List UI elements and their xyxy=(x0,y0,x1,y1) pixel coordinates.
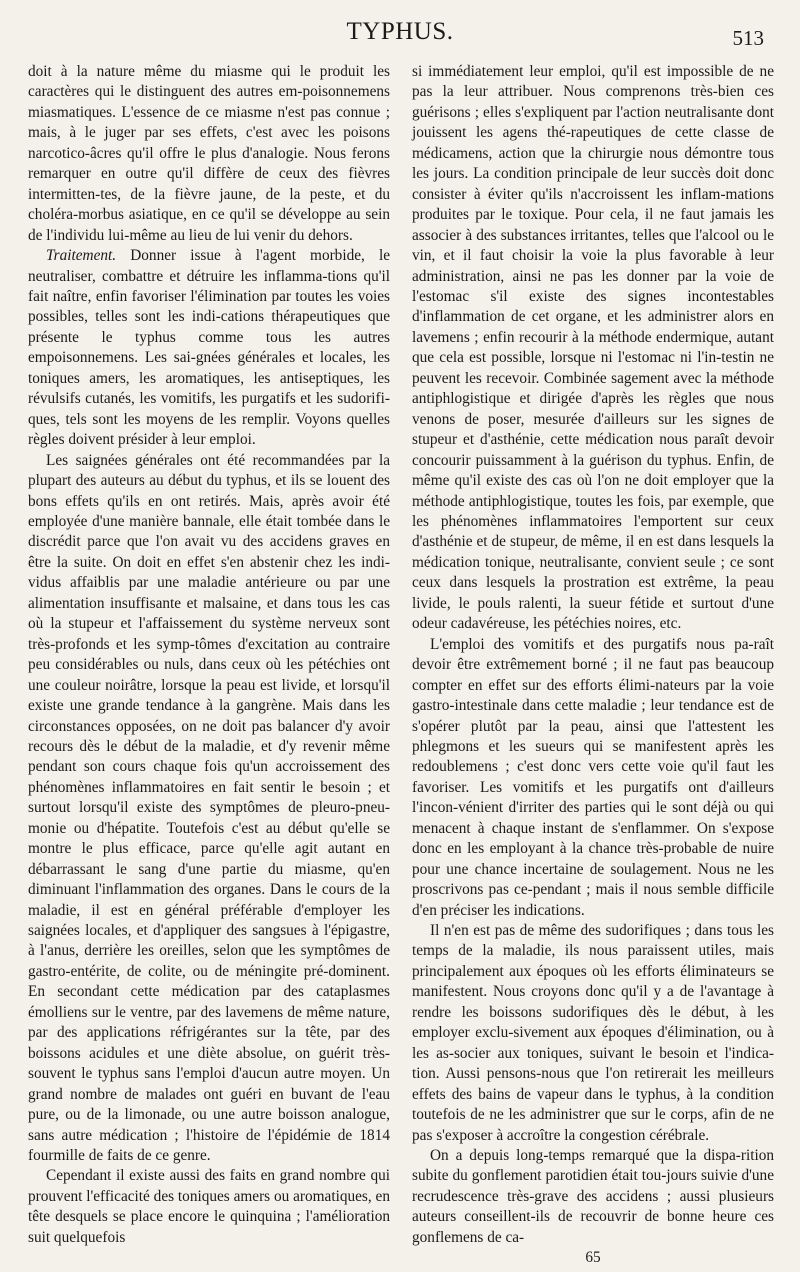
right-column xyxy=(412,62,774,1268)
paragraph: Il n'en est pas de même des sudorifiques ; dans tous les temps de la maladie, ils nous paraissent utiles, mais principalement aux époques où les efforts éliminateurs se manifestent. Nous croyons donc qu'il y a de l'avantage à rendre les boissons sudorifiques dès le début, à les employer exclu-sivement aux époques d'élimination, ou à les as-socier aux toniques, suivant le besoin et l'indica-tion. Aussi pensons-nous que l'on retirerait les meilleurs effets des bains de vapeur dans le typhus, à la condition toutefois de ne les administrer que sur le corps, afin de ne pas s'exposer à accroître la congestion cérébrale. xyxy=(412,922,774,1144)
paragraph: si immédiatement leur emploi, qu'il est impossible de ne pas la leur attribuer. Nous comprenons très-bien ces guérisons ; elles s'expliquent par l'action neutralisante dont jouissent les agens thé-rapeutiques de cette classe de médicamens, action que la chirurgie nous démontre tous les jours. La condition principale de leur succès doit donc consister à éviter qu'ils n'accroissent les inflam-mations produites par le toxique. Pour cela, il ne faut jamais les associer à des substances irritantes, telles que l'alcool ou le vin, et il faut choisir la voie la plus favorable à leur administration, ainsi ne pas les donner par la voie de l'estomac s'il existe des signes incontestables d'inflammation de cet organe, et les administrer alors en lavemens ; enfin recourir à la méthode endermique, autant que cela est possible, lorsque ni l'estomac ni l'in-testin ne peuvent les recevoir. Combinée sagement avec la méthode antiphlogistique et dirigée d'après les règles que nous venons de poser, mesurée d'ailleurs sur les signes de stupeur et d'asthénie, cette médication nous paraît devoir concourir puissamment à la guérison du typhus. Enfin, de même qu'il existe des cas où l'on ne doit employer que la méthode antiphlogistique, toutes les fois, par exemple, que les phénomènes inflammatoires l'emportent sur ceux d'asthénie et de stupeur, de même, il en est dans lesquels la médication tonique, neutralisante, convient seule ; ce sont ceux dans lesquels la prostration est extrême, la peau livide, le pouls ralenti, la sueur fétide et surtout d'une odeur cadavéreuse, les pétéchies noires, etc. xyxy=(412,63,774,633)
page-header xyxy=(28,18,772,58)
left-column xyxy=(28,62,390,1248)
paragraph: Cependant il existe aussi des faits en grand nombre qui prouvent l'efficacité des toniques amers ou aromatiques, en tête desquels se place encore le quinquina ; l'amélioration suit quelquefois xyxy=(28,1167,390,1246)
paragraph-text: Donner issue à l'agent morbide, le neutraliser, combattre et détruire les inflamma-tions qu'il fait naître, enfin favoriser l'élimination par toutes les voies possibles, telles sont les indi-cations thérapeutiques que présente le typhus comme tous les autres empoisonnemens. Les sai-gnées générales et locales, les toniques amers, les aromatiques, les antiseptiques, les révulsifs cutanés, les vomitifs, les purgatifs et les sudorifi-ques, tels sont les moyens de les remplir. Voyons quelles règles doivent présider à leur emploi. xyxy=(28,247,390,449)
paragraph: Les saignées générales ont été recommandées par la plupart des auteurs au début du typhus, et ils se louent des bons effets qu'ils en ont retirés. Mais, après avoir été employée d'une manière bannale, elle était tombée dans le discrédit parce que l'on avait vu des accidens graves en être la suite. On doit en effet s'en abstenir chez les indi-vidus affaiblis par une maladie antérieure ou par une alimentation insuffisante et malsaine, et dans tous les cas où la stupeur et l'affaissement du système nerveux sont très-profonds et les symp-tômes d'excitation au contraire peu considérables ou nuls, dans ceux où les pétéchies ont une couleur noirâtre, lorsque la peau est livide, et lorsqu'il existe une grande tendance à la gangrène. Mais dans les circonstances opposées, on ne doit pas balancer d'y avoir recours dès le début de la maladie, et d'y revenir même pendant son cours chaque fois qu'un accroissement des phénomènes inflammatoires en fait sentir le besoin ; et surtout lorsqu'il existe des symptômes de pleuro-pneu-monie ou d'hépatite. Toutefois c'est au début qu'elle se montre le plus efficace, parce qu'elle agit autant en débarrassant le sang d'une partie du miasme, qu'en diminuant l'inflammation des organes. Dans le cours de la maladie, il est en général préférable d'employer les saignées locales, et d'appliquer des sangsues à l'épigastre, à l'anus, derrière les oreilles, selon que les symptômes de gastro-entérite, de colite, ou de méningite pré-dominent. En secondant cette médication par des cataplasmes émolliens sur le ventre, par des lavemens de même nature, par des applications réfrigérantes sur la tête, par des boissons acidules et une diète absolue, on guérit très-souvent le typhus sans l'emploi d'aucun autre moyen. Un grand nombre de malades ont guéri en buvant de l'eau pure, ou de la limonade, ou une autre boisson analogue, sans autre médication ; l'histoire de l'épidémie de 1814 fourmille de faits de ce genre. xyxy=(28,451,390,1165)
section-lead: Traitement. xyxy=(46,247,117,265)
paragraph: On a depuis long-temps remarqué que la dispa-rition subite du gonflement parotidien était tou-jours suivie d'une recrudescence très-grave des accidens ; aussi plusieurs auteurs conseillent-ils de recouvrir de bonne heure ces gonflemens de ca- xyxy=(412,1147,774,1246)
page-number: 513 xyxy=(732,26,764,50)
signature-mark: 65 xyxy=(585,1249,601,1267)
paragraph: L'emploi des vomitifs et des purgatifs nous pa-raît devoir être extrêmement borné ; il ne faut pas beaucoup compter en effet sur des efforts élimi-nateurs par la voie gastro-intestinale dans cette maladie ; leur tendance est de s'opérer plutôt par la peau, ainsi que l'attestent les phlegmons et les sueurs qui se manifestent après les redoublemens ; c'est donc vers cette voie qu'il faut les favoriser. Les vomitifs et les purgatifs ont d'ailleurs l'incon-vénient d'irriter des parties qui le sont déjà ou qui menacent à chaque instant de s'enflammer. On s'expose donc en les employant à la chance très-probable de nuire pour une chance incertaine de soulagement. Nous ne les proscrivons pas ce-pendant ; mais il nous semble difficile d'en préciser les indications. xyxy=(412,635,774,919)
paragraph: doit à la nature même du miasme qui le produit les caractères qui le distinguent des autres em-poisonnemens miasmatiques. L'essence de ce miasme n'est pas connue ; mais, à le juger par ses effets, c'est avec les poisons narcotico-âcres qu'il offre le plus d'analogie. Nous ferons remarquer en outre qu'il diffère de ceux des fièvres intermitten-tes, de la fièvre jaune, de la peste, et du choléra-morbus asiatique, en ce qu'il se développe au sein de l'individu lui-même au lieu de lui venir du dehors. xyxy=(28,63,390,244)
paragraph-treatment xyxy=(28,246,390,451)
running-title: TYPHUS. xyxy=(346,18,454,45)
